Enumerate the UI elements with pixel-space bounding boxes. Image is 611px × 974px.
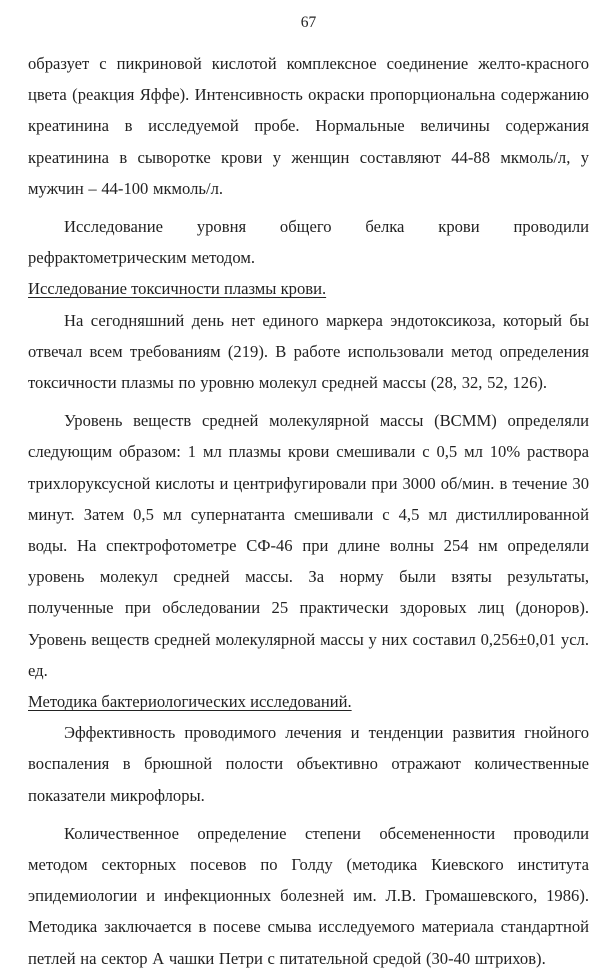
paragraph-creatinine: образует с пикриновой кислотой комплексное соединение желто-красного цвета (реакция Яффе). Интенсивность окраски пропорциональна содержанию креатинина в исследуемой пробе. Нормальные величины содержания креатинина в сыворотке крови у женщин составляют 44-88 мкмоль/л, у мужчин – 44-100 мкмоль/л. [28,54,589,198]
section-heading-plasma-toxicity: Исследование токсичности плазмы крови. [28,279,327,299]
page-number: 67 [300,14,317,31]
paragraph-treatment-effectiveness: Эффективность проводимого лечения и тенденции развития гнойного воспаления в брюшной полости объективно отражают количественные показатели микрофлоры. [28,723,589,805]
section-heading-bacteriology: Методика бактериологических исследований. [28,692,352,712]
paragraph-total-protein: Исследование уровня общего белка крови проводили рефрактометрическим методом. [28,217,589,268]
paragraph-gold-method: Количественное определение степени обсемененности проводили методом секторных посевов по Голду (методика Киевского института эпидемиологии и инфекционных болезней им. Л.В. Громашевского, 1986). Методика заключается в посеве смыва исследуемого материала стандартной петлей на сектор А чашки Петри с питательной средой (30-40 штрихов). [28,823,589,968]
paragraph-endotoxicosis-marker: На сегодняшний день нет единого маркера эндотоксикоза, который бы отвечал всем требованиям (219). В работе использовали метод определения токсичности плазмы по уровню молекул средней массы (28, 32, 52, 126). [28,310,589,393]
paragraph-vsmm-method: Уровень веществ средней молекулярной массы (ВСММ) определяли следующим образом: 1 мл плазмы крови смешивали с 0,5 мл 10% раствора трихлоруксусной кислоты и центрифугировали при 3000 об/мин. в течение 30 минут. Затем 0,5 мл супернатанта смешивали с 4,5 мл дистиллированной воды. На спектрофотометре СФ-46 при длине волны 254 нм определяли уровень молекул средней массы. За норму были взяты результаты, полученные при обследовании 25 практически здоровых лиц (доноров). Уровень веществ средней молекулярной массы у них составил 0,256±0,01 усл. ед. [28,411,589,680]
